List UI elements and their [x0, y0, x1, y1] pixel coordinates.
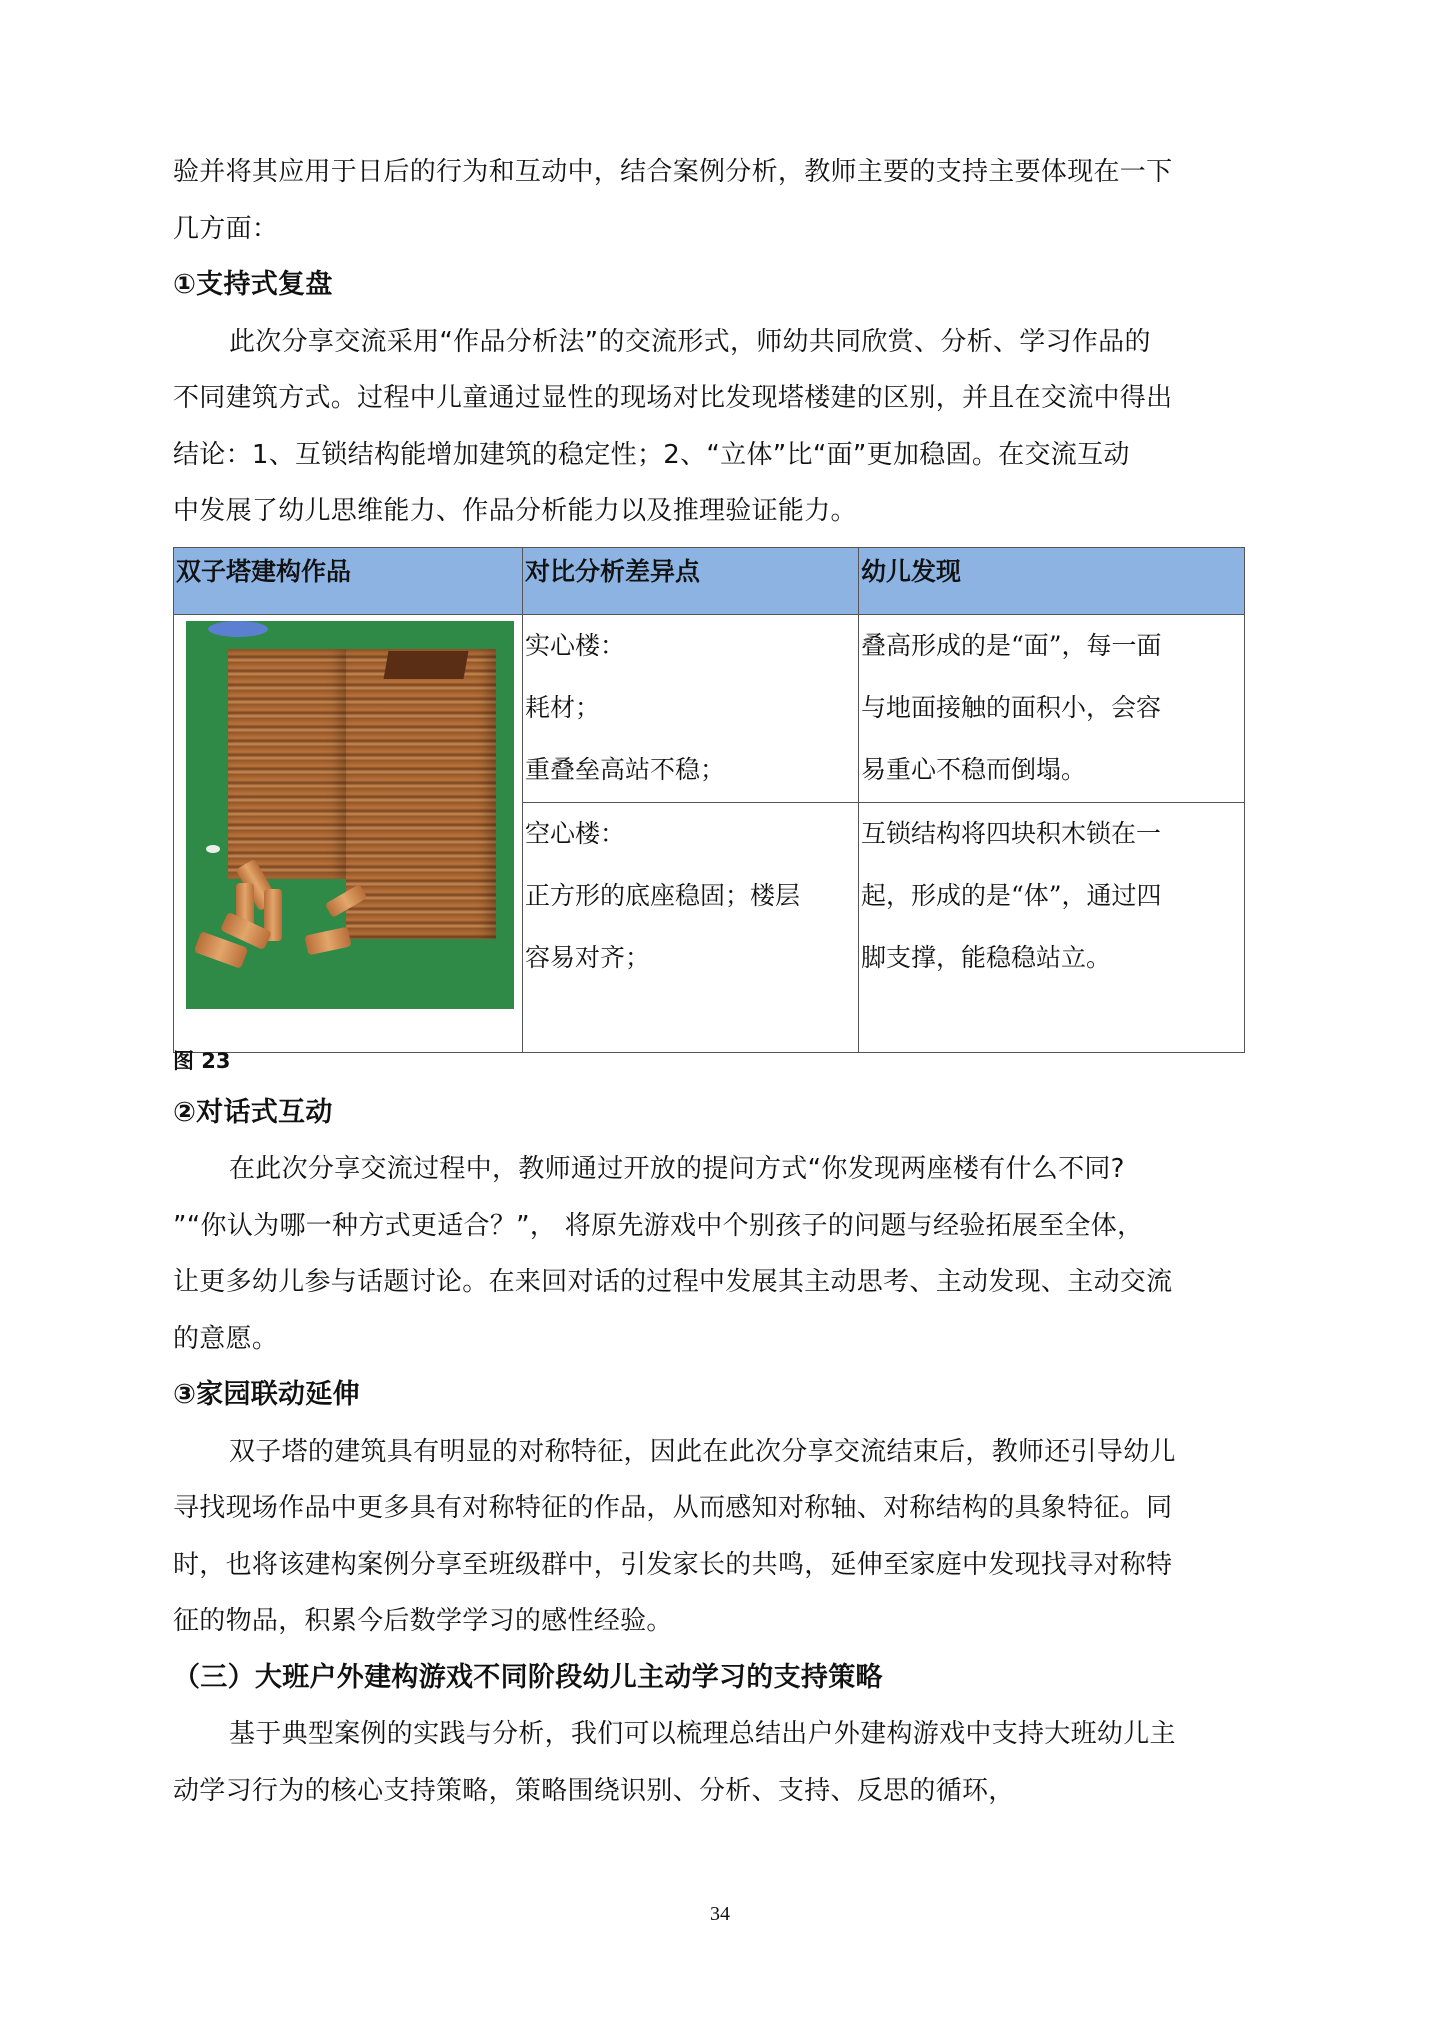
analysis-text: 耗材； [525, 693, 601, 722]
analysis-text: 空心楼： [525, 819, 626, 848]
hollow-tower [346, 649, 496, 939]
page-number: 34 [710, 1903, 730, 1925]
finding-text: 叠高形成的是“面”，每一面 [861, 631, 1162, 660]
finding-text: 起，形成的是“体”，通过四 [861, 881, 1162, 910]
paragraph-line: 双子塔的建筑具有明显的对称特征，因此在此次分享交流结束后，教师还引导幼儿 [229, 1437, 1176, 1467]
comparison-table [173, 547, 1245, 1053]
table-header-finding: 幼儿发现 [859, 548, 1245, 615]
solid-tower [228, 649, 348, 879]
finding-text: 互锁结构将四块积木锁在一 [861, 819, 1162, 848]
analysis-text: 实心楼： [525, 631, 626, 660]
floor-dot-icon [206, 845, 220, 853]
paragraph-line: 时，也将该建构案例分享至班级群中，引发家长的共鸣，延伸至家庭中发现找寻对称特 [173, 1550, 1173, 1580]
figure-caption: 图 23 [173, 1049, 231, 1073]
paragraph-line: ”“你认为哪一种方式更适合？”， 将原先游戏中个别孩子的问题与经验拓展至全体， [173, 1211, 1144, 1241]
paragraph-line: 基于典型案例的实践与分析，我们可以梳理总结出户外建构游戏中支持大班幼儿主 [229, 1719, 1176, 1749]
table-header-analysis: 对比分析差异点 [523, 548, 859, 615]
section-heading-dialogue: ②对话式互动 [173, 1097, 333, 1128]
analysis-text: 重叠垒高站不稳； [525, 755, 726, 784]
section-heading-review: ①支持式复盘 [173, 269, 333, 300]
section-heading-home: ③家园联动延伸 [173, 1379, 360, 1410]
analysis-cell-solid [523, 615, 859, 803]
twin-tower-photo [186, 621, 514, 1009]
finding-text: 易重心不稳而倒塌。 [861, 755, 1087, 784]
paragraph-line: 寻找现场作品中更多具有对称特征的作品，从而感知对称轴、对称结构的具象特征。同 [173, 1493, 1173, 1523]
paragraph-line: 不同建筑方式。过程中儿童通过显性的现场对比发现塔楼建的区别，并且在交流中得出 [173, 383, 1173, 413]
paragraph-line: 让更多幼儿参与话题讨论。在来回对话的过程中发展其主动思考、主动发现、主动交流 [173, 1267, 1173, 1297]
photo-cell [174, 615, 523, 1053]
section-heading-strategy: （三）大班户外建构游戏不同阶段幼儿主动学习的支持策略 [173, 1662, 883, 1693]
intro-line-2: 几方面： [173, 214, 279, 244]
paragraph-line: 的意愿。 [173, 1324, 279, 1354]
paragraph-line: 中发展了幼儿思维能力、作品分析能力以及推理验证能力。 [173, 496, 857, 526]
paragraph-line: 此次分享交流采用“作品分析法”的交流形式，师幼共同欣赏、分析、学习作品的 [229, 327, 1151, 357]
paragraph-line: 结论：1、互锁结构能增加建筑的稳定性；2、“立体”比“面”更加稳固。在交流互动 [173, 440, 1130, 470]
finding-text: 脚支撑，能稳稳站立。 [861, 943, 1112, 972]
intro-line-1: 验并将其应用于日后的行为和互动中，结合案例分析，教师主要的支持主要体现在一下 [173, 157, 1173, 187]
floor-marker-icon [208, 621, 268, 637]
paragraph-line: 动学习行为的核心支持策略，策略围绕识别、分析、支持、反思的循环， [173, 1776, 1015, 1806]
table-row [174, 615, 1245, 803]
analysis-text: 容易对齐； [525, 943, 651, 972]
paragraph-line: 在此次分享交流过程中，教师通过开放的提问方式“你发现两座楼有什么不同? [229, 1154, 1125, 1184]
finding-text: 与地面接触的面积小，会容 [861, 693, 1162, 722]
analysis-cell-hollow [523, 803, 859, 1053]
finding-cell-solid [859, 615, 1245, 803]
hollow-top [384, 651, 469, 679]
fallen-block [304, 927, 351, 956]
finding-cell-hollow [859, 803, 1245, 1053]
paragraph-line: 征的物品，积累今后数学学习的感性经验。 [173, 1606, 673, 1636]
table-header-work: 双子塔建构作品 [174, 548, 523, 615]
table-header-row [174, 548, 1245, 615]
analysis-text: 正方形的底座稳固；楼层 [525, 881, 801, 910]
